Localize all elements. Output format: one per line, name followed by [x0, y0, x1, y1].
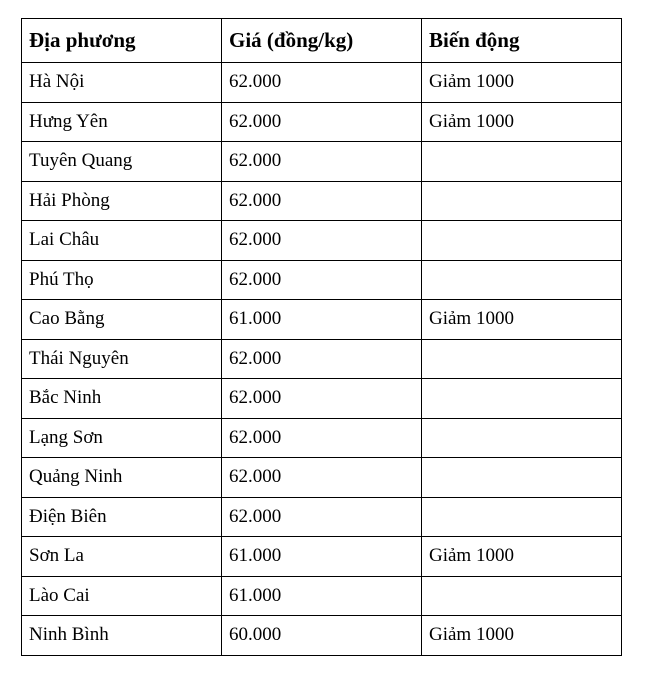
- header-price: Giá (đồng/kg): [222, 19, 422, 63]
- cell-price: 62.000: [222, 221, 422, 261]
- cell-locality: Cao Bằng: [22, 300, 222, 340]
- cell-price: 61.000: [222, 300, 422, 340]
- cell-change: [422, 142, 622, 182]
- cell-change: [422, 458, 622, 498]
- table-header-row: [22, 19, 622, 63]
- cell-change: Giảm 1000: [422, 300, 622, 340]
- table-row: [22, 221, 622, 261]
- table-row: [22, 300, 622, 340]
- cell-price: 62.000: [222, 102, 422, 142]
- cell-change: Giảm 1000: [422, 63, 622, 103]
- cell-change: Giảm 1000: [422, 537, 622, 577]
- cell-price: 62.000: [222, 63, 422, 103]
- cell-change: [422, 339, 622, 379]
- cell-price: 62.000: [222, 181, 422, 221]
- price-table: [21, 18, 622, 656]
- cell-locality: Bắc Ninh: [22, 379, 222, 419]
- table-row: [22, 379, 622, 419]
- cell-locality: Quảng Ninh: [22, 458, 222, 498]
- cell-change: [422, 418, 622, 458]
- cell-locality: Lai Châu: [22, 221, 222, 261]
- cell-change: [422, 221, 622, 261]
- table-row: [22, 418, 622, 458]
- cell-locality: Phú Thọ: [22, 260, 222, 300]
- cell-locality: Điện Biên: [22, 497, 222, 537]
- table-row: [22, 63, 622, 103]
- cell-change: [422, 181, 622, 221]
- cell-locality: Thái Nguyên: [22, 339, 222, 379]
- cell-change: [422, 576, 622, 616]
- cell-change: [422, 379, 622, 419]
- cell-price: 62.000: [222, 379, 422, 419]
- cell-price: 62.000: [222, 339, 422, 379]
- cell-change: Giảm 1000: [422, 616, 622, 656]
- cell-price: 61.000: [222, 537, 422, 577]
- cell-locality: Ninh Bình: [22, 616, 222, 656]
- cell-locality: Hưng Yên: [22, 102, 222, 142]
- cell-locality: Lào Cai: [22, 576, 222, 616]
- table-row: [22, 260, 622, 300]
- cell-locality: Sơn La: [22, 537, 222, 577]
- cell-price: 62.000: [222, 418, 422, 458]
- cell-price: 62.000: [222, 458, 422, 498]
- cell-locality: Hải Phòng: [22, 181, 222, 221]
- table-row: [22, 181, 622, 221]
- header-locality: Địa phương: [22, 19, 222, 63]
- table-row: [22, 537, 622, 577]
- cell-locality: Hà Nội: [22, 63, 222, 103]
- cell-change: Giảm 1000: [422, 102, 622, 142]
- cell-price: 62.000: [222, 497, 422, 537]
- cell-locality: Lạng Sơn: [22, 418, 222, 458]
- cell-price: 62.000: [222, 260, 422, 300]
- cell-change: [422, 260, 622, 300]
- cell-price: 61.000: [222, 576, 422, 616]
- table-row: [22, 458, 622, 498]
- header-change: Biến động: [422, 19, 622, 63]
- table-row: [22, 497, 622, 537]
- cell-locality: Tuyên Quang: [22, 142, 222, 182]
- table-row: [22, 616, 622, 656]
- cell-change: [422, 497, 622, 537]
- table-row: [22, 102, 622, 142]
- table-row: [22, 576, 622, 616]
- cell-price: 62.000: [222, 142, 422, 182]
- table-row: [22, 339, 622, 379]
- table-row: [22, 142, 622, 182]
- cell-price: 60.000: [222, 616, 422, 656]
- price-table-container: [21, 18, 621, 656]
